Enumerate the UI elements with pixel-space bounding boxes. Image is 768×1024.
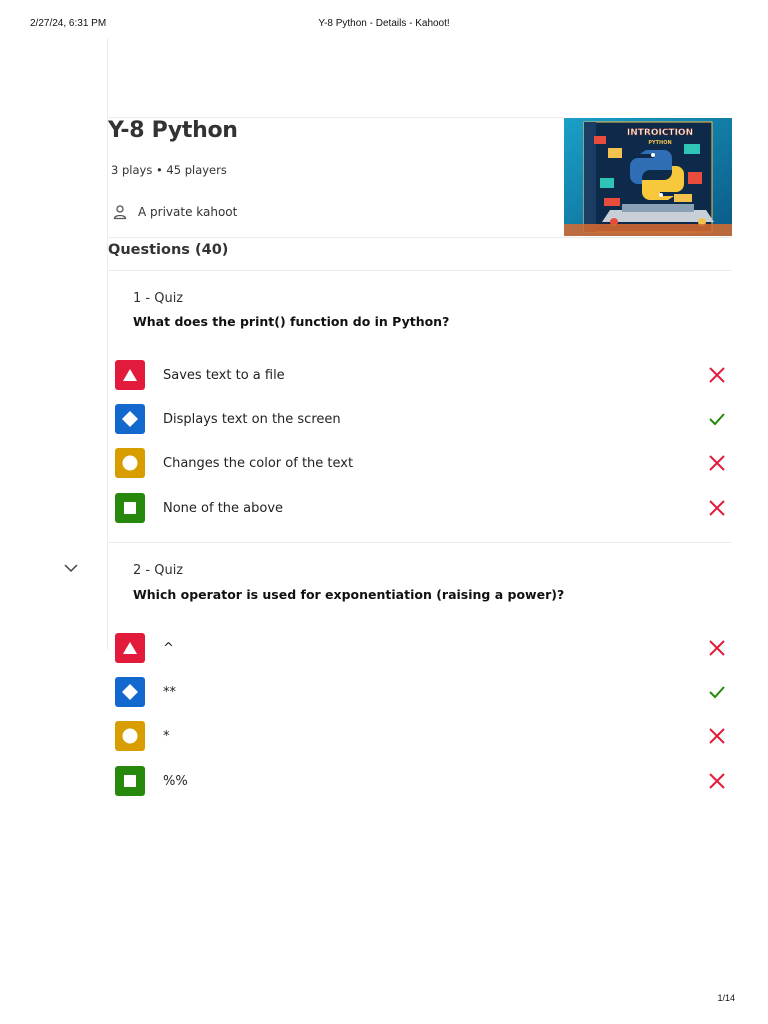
question-2-answer-1 [115, 633, 727, 663]
print-date: 2/27/24, 6:31 PM [30, 18, 107, 29]
question-1-answer-1 [115, 360, 727, 390]
diamond-icon [115, 404, 145, 434]
diamond-icon [115, 677, 145, 707]
question-2-answer-2 [115, 677, 727, 707]
question-divider [108, 542, 732, 543]
kahoot-stats: 3 plays • 45 players [111, 163, 227, 177]
questions-heading: Questions (40) [108, 242, 229, 258]
question-1-answer-2 [115, 404, 727, 434]
answer-text: ** [163, 684, 176, 700]
print-page-number: 1/14 [717, 993, 735, 1003]
cover-title-text: INTROICTION [626, 128, 694, 138]
answer-text: ^ [163, 640, 174, 656]
kahoot-cover-image [564, 118, 732, 236]
incorrect-x-icon [707, 453, 727, 473]
circle-icon [115, 448, 145, 478]
square-icon [115, 493, 145, 523]
visibility-label: A private kahoot [138, 205, 238, 219]
question-2-text: Which operator is used for exponentiation (raising a power)? [133, 587, 565, 602]
print-page-title: Y-8 Python - Details - Kahoot! [318, 18, 450, 29]
question-1-text: What does the print() function do in Python? [133, 314, 450, 329]
incorrect-x-icon [707, 771, 727, 791]
square-icon [115, 766, 145, 796]
user-icon [112, 204, 128, 220]
question-2-label: 2 - Quiz [133, 563, 184, 578]
triangle-icon [115, 633, 145, 663]
triangle-icon [115, 360, 145, 390]
incorrect-x-icon [707, 638, 727, 658]
answer-text: None of the above [163, 500, 284, 516]
answer-text: %% [163, 773, 188, 789]
question-2-answer-4 [115, 766, 727, 796]
kahoot-title: Y-8 Python [108, 118, 238, 143]
incorrect-x-icon [707, 365, 727, 385]
questions-divider [108, 270, 732, 271]
correct-check-icon [707, 682, 727, 702]
circle-icon [115, 721, 145, 751]
incorrect-x-icon [707, 498, 727, 518]
chevron-down-icon[interactable] [63, 561, 79, 575]
answer-text: * [163, 728, 170, 744]
python-book-cover-illustration [564, 118, 732, 236]
cover-subtitle-text: PYTHON [648, 140, 672, 146]
answer-text: Displays text on the screen [163, 411, 341, 427]
header-bottom-divider [108, 237, 732, 238]
question-1-answer-4 [115, 493, 727, 523]
question-1-label: 1 - Quiz [133, 291, 184, 306]
visibility-info [112, 204, 237, 220]
question-1-answer-3 [115, 448, 727, 478]
answer-text: Saves text to a file [163, 367, 285, 383]
incorrect-x-icon [707, 726, 727, 746]
correct-check-icon [707, 409, 727, 429]
answer-text: Changes the color of the text [163, 455, 354, 471]
question-2-answer-3 [115, 721, 727, 751]
